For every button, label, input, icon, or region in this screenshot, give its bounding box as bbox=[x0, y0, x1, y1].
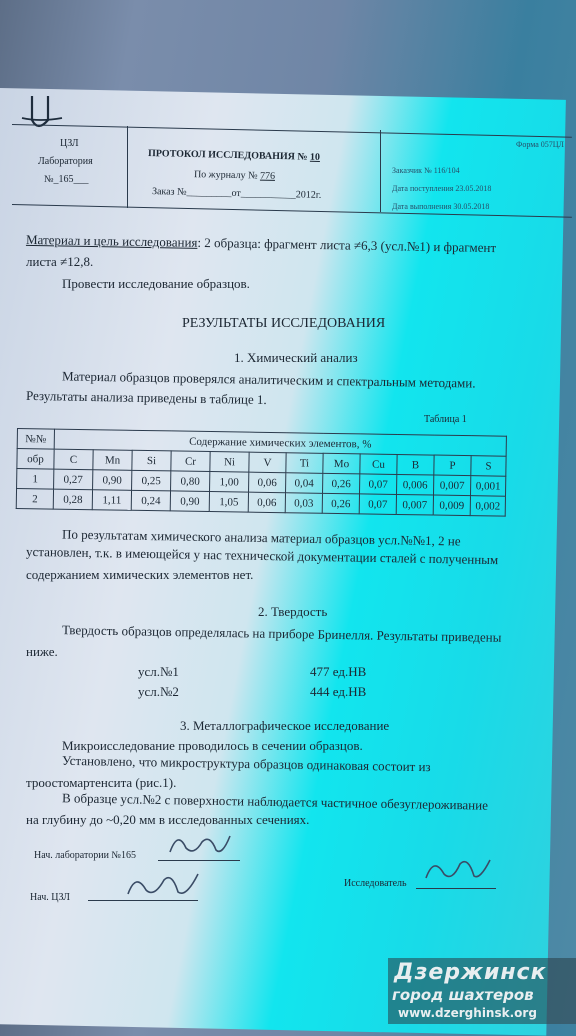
section1-p1: Материал образцов проверялся аналитическим и спектральным методами. bbox=[61, 368, 476, 391]
table-cell: 1,11 bbox=[92, 490, 131, 511]
watermark-url: www.dzerghinsk.org bbox=[398, 1006, 537, 1020]
table-cell: 0,26 bbox=[323, 473, 360, 494]
table-cell: 0,03 bbox=[285, 493, 322, 514]
section3-p5: на глубину до ~0,20 мм в исследованных сечениях. bbox=[26, 812, 310, 827]
section1-after3: содержанием химических элементов нет. bbox=[26, 567, 254, 582]
protocol-title-label: ПРОТОКОЛ ИССЛЕДОВАНИЯ № bbox=[147, 148, 308, 163]
section2-p1: Твердость образцов определялась на приборе Бринелля. Результаты приведены bbox=[61, 622, 502, 645]
customer-number: Заказчик № 116/104 bbox=[392, 166, 460, 175]
el-c: C bbox=[54, 449, 93, 470]
form-number: Форма 057ЦЛ bbox=[516, 140, 564, 149]
el-ni: Ni bbox=[210, 452, 249, 473]
table-cell: 1,00 bbox=[210, 472, 249, 493]
section2-title: 2. Твердость bbox=[258, 604, 328, 619]
material-text: : 2 образца: фрагмент листа ≠6,3 (усл.№1) и фрагмент bbox=[197, 234, 497, 256]
el-cu: Cu bbox=[360, 454, 397, 475]
table-cell: 0,07 bbox=[359, 494, 396, 515]
table-cell: 0,80 bbox=[171, 471, 210, 492]
row2-n: 2 bbox=[16, 489, 53, 510]
section1-after2: установлен, т.к. в имеющейся у нас технической документации сталей с полученным bbox=[25, 543, 499, 568]
hardness-value-1: 477 ед.НВ bbox=[310, 664, 367, 679]
table-cell: 0,006 bbox=[397, 474, 434, 495]
table-cell: 0,009 bbox=[433, 495, 470, 516]
header-content: Содержание химических элементов, % bbox=[54, 429, 506, 456]
lab-head-label: Нач. лаборатории №165 bbox=[34, 850, 136, 861]
material-label: Материал и цель исследования bbox=[25, 231, 198, 250]
table-cell: 0,28 bbox=[53, 489, 92, 510]
protocol-number: 10 bbox=[309, 151, 321, 163]
el-si: Si bbox=[132, 450, 171, 471]
journal-number: 776 bbox=[259, 170, 276, 182]
el-p: P bbox=[434, 455, 471, 476]
watermark-subtitle: город шахтеров bbox=[392, 986, 534, 1004]
section3-p4: В образце усл.№2 с поверхности наблюдается частичное обезуглероживание bbox=[61, 790, 489, 813]
watermark-title: Дзержинск bbox=[394, 960, 547, 985]
table-cell: 0,90 bbox=[170, 491, 209, 512]
table-cell: 0,007 bbox=[396, 494, 433, 515]
el-s: S bbox=[471, 456, 506, 477]
section2-p2: ниже. bbox=[26, 644, 58, 659]
chemical-table bbox=[16, 428, 507, 517]
el-v: V bbox=[249, 452, 286, 473]
completed-date: Дата выполнения 30.05.2018 bbox=[392, 202, 490, 211]
table-cell: 0,90 bbox=[93, 470, 132, 491]
el-cr: Cr bbox=[171, 451, 210, 472]
received-date: Дата поступления 23.05.2018 bbox=[392, 184, 492, 193]
table-cell: 0,001 bbox=[470, 476, 505, 497]
researcher-signature bbox=[420, 850, 500, 888]
el-mo: Mo bbox=[323, 453, 360, 474]
el-ti: Ti bbox=[286, 453, 323, 474]
header-sample: обр bbox=[17, 449, 54, 470]
el-mn: Mn bbox=[93, 450, 132, 471]
section1-title: 1. Химический анализ bbox=[234, 350, 358, 365]
table-cell: 0,06 bbox=[248, 492, 285, 513]
researcher-line bbox=[416, 888, 496, 889]
table-cell: 0,07 bbox=[360, 474, 397, 495]
table-cell: 0,002 bbox=[470, 496, 505, 517]
table-caption: Таблица 1 bbox=[424, 414, 467, 425]
section1-after1: По результатам химического анализа материал образцов усл.№№1, 2 не bbox=[61, 526, 461, 549]
row1-n: 1 bbox=[17, 469, 54, 490]
table-cell: 0,25 bbox=[132, 470, 171, 491]
section3-p2: Установлено, что микроструктура образцов одинаковая состоит из bbox=[61, 752, 431, 775]
lab-number: №_165___ bbox=[44, 174, 89, 185]
table-cell: 0,06 bbox=[249, 472, 286, 493]
results-title: РЕЗУЛЬТАТЫ ИССЛЕДОВАНИЯ bbox=[182, 316, 386, 331]
el-b: B bbox=[397, 454, 434, 475]
section3-title: 3. Металлографическое исследование bbox=[180, 718, 390, 733]
table-cell: 0,26 bbox=[322, 493, 359, 514]
hardness-value-2: 444 ед.НВ bbox=[310, 684, 367, 699]
hardness-label-1: усл.№1 bbox=[138, 664, 179, 679]
material-line-2: листа ≠12,8. bbox=[26, 254, 94, 269]
lab-label: Лаборатория bbox=[38, 156, 93, 167]
journal-label: По журналу № bbox=[193, 169, 258, 182]
section3-p3: троостомартенсита (рис.1). bbox=[26, 775, 177, 790]
hardness-label-2: усл.№2 bbox=[138, 684, 179, 699]
site-watermark bbox=[388, 958, 576, 1024]
section1-p2: Результаты анализа приведены в таблице 1. bbox=[25, 387, 267, 408]
table-cell: 0,04 bbox=[286, 473, 323, 494]
czl-head-label: Нач. ЦЗЛ bbox=[30, 892, 70, 903]
org-name: ЦЗЛ bbox=[60, 138, 79, 149]
header-divider-1 bbox=[127, 126, 128, 208]
table-cell: 0,007 bbox=[433, 475, 470, 496]
goal-text: Провести исследование образцов. bbox=[62, 276, 250, 291]
table-cell: 0,27 bbox=[54, 469, 93, 490]
section3-p1: Микроисследование проводилось в сечении образцов. bbox=[62, 738, 363, 753]
researcher-label: Исследователь bbox=[344, 878, 407, 889]
journal-line bbox=[194, 169, 275, 182]
czl-head-signature bbox=[120, 866, 210, 902]
header-no: №№ bbox=[17, 429, 54, 450]
handwritten-mark bbox=[18, 92, 68, 142]
table-cell: 1,05 bbox=[209, 492, 248, 513]
order-line: Заказ №_________от___________2012г. bbox=[151, 186, 322, 201]
header-divider-2 bbox=[380, 130, 381, 212]
table-cell: 0,24 bbox=[131, 490, 170, 511]
lab-head-signature bbox=[164, 826, 244, 862]
